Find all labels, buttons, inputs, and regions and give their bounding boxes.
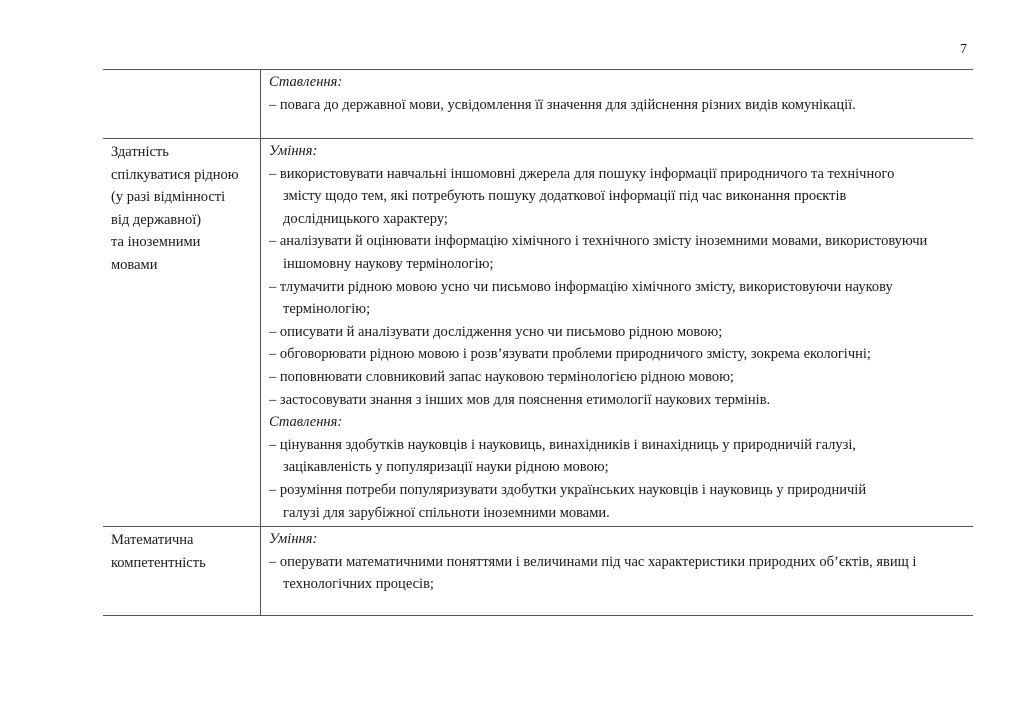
- competency-cell: [103, 527, 261, 616]
- table-row: [103, 527, 973, 616]
- competency-cell: [103, 70, 261, 139]
- list-item: – поповнювати словниковий запас науковою термінологією рідною мовою;: [269, 368, 734, 385]
- list-item: – повага до державної мови, усвідомлення її значення для здійснення різних видів комунікації.: [269, 96, 856, 113]
- competency-name-line: Математична: [111, 532, 194, 549]
- list-item: – розуміння потреби популяризувати здобутки українських науковців і науковиць у природничій галузі для зарубіжної спільноти іноземними мовами.: [269, 481, 867, 521]
- outcomes-cell: [261, 527, 974, 616]
- list-item: – використовувати навчальні іншомовні джерела для пошуку інформації природничого та технічного змісту щодо тем, які потребують пошуку додаткової інформації під час виконання проєктів дослідницького характеру;: [269, 165, 895, 227]
- competency-name-line: та іноземними: [111, 234, 201, 251]
- competency-name-line: мовами: [111, 256, 158, 273]
- section-label: Уміння:: [269, 143, 318, 159]
- competency-name-line: компетентність: [111, 554, 206, 571]
- list-item: – обговорювати рідною мовою і розв’язувати проблеми природничого змісту, зокрема екологічні;: [269, 346, 871, 363]
- outcomes-cell: [261, 70, 974, 139]
- list-item: – тлумачити рідною мовою усно чи письмово інформацію хімічного змісту, використовуючи наукову термінологію;: [269, 278, 893, 318]
- section-label: Ставлення:: [269, 414, 343, 431]
- list-item: – аналізувати й оцінювати інформацію хімічного і технічного змісту іноземними мовами, використовуючи іншомовну наукову термінологію;: [269, 233, 928, 272]
- table-row: [103, 139, 973, 527]
- list-item: – цінування здобутків науковців і науковиць, винахідників і винахідниць у природничій галузі, зацікавленість у популяризації науки рідною мовою;: [269, 436, 857, 476]
- competency-name-line: від державної): [111, 211, 202, 228]
- outcomes-cell: [261, 139, 974, 527]
- section-label: Ставлення:: [269, 74, 343, 90]
- competency-name-line: Здатність: [111, 144, 169, 160]
- table-row: [103, 70, 973, 139]
- competency-cell: [103, 139, 261, 527]
- competencies-table: [103, 69, 973, 616]
- list-item: – застосовувати знання з інших мов для пояснення етимології наукових термінів.: [269, 391, 771, 408]
- page-number: 7: [960, 42, 967, 57]
- list-item: – описувати й аналізувати дослідження усно чи письмово рідною мовою;: [269, 323, 723, 340]
- list-item: – оперувати математичними поняттями і величинами під час характеристики природних об’єктів, явищ і технологічних процесів;: [269, 553, 917, 593]
- section-label: Уміння:: [269, 531, 318, 548]
- competency-name-line: (у разі відмінності: [111, 189, 226, 206]
- competency-name-line: спілкуватися рідною: [111, 166, 239, 183]
